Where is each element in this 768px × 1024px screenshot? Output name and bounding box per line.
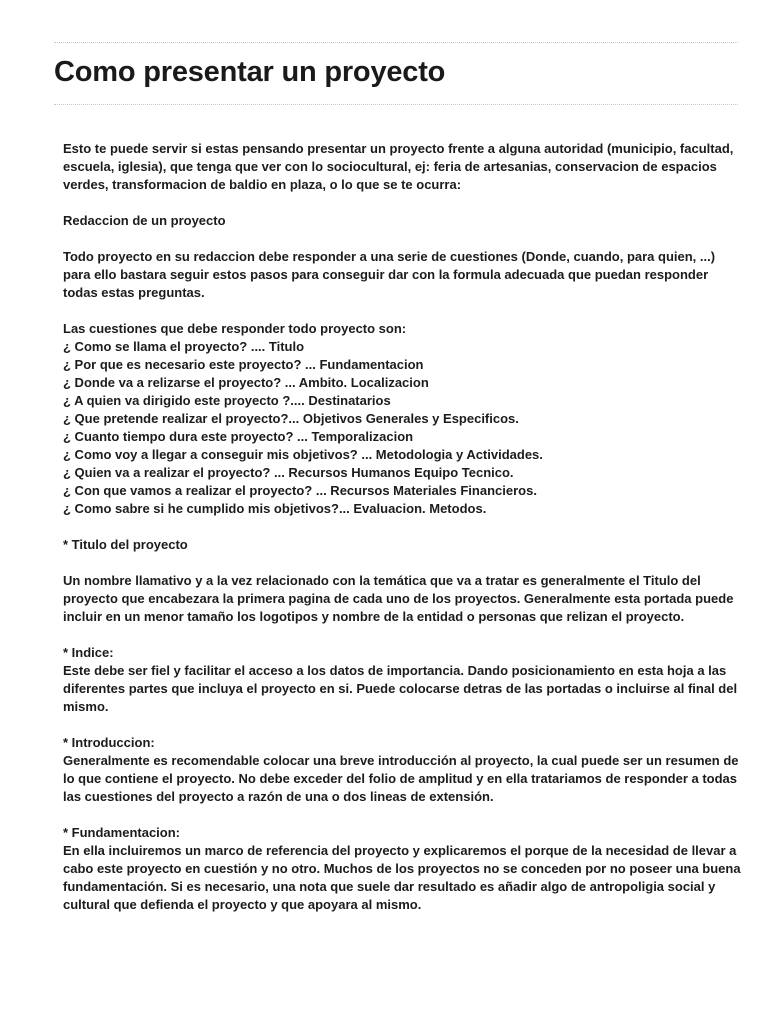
cuestiones-block xyxy=(63,320,743,518)
redaccion-paragraph: Todo proyecto en su redaccion debe responder a una serie de cuestiones (Donde, cuando, para quien, ...) para ello bastara seguir estos pasos para conseguir dar con la formula adecuada que puedan responder todas estas preguntas. xyxy=(63,249,716,300)
cuestion-item: ¿ Quien va a realizar el proyecto? ... Recursos Humanos Equipo Tecnico. xyxy=(63,465,514,480)
intro-paragraph: Esto te puede servir si estas pensando presentar un proyecto frente a alguna autoridad (municipio, facultad, escuela, iglesia), que tenga que ver con lo sociocultural, ej: feria de artesanias, conservacion de espacios verdes, transformacion de baldio en plaza, o lo que se te ocurra: xyxy=(63,141,734,192)
cuestion-item: ¿ Que pretende realizar el proyecto?... Objetivos Generales y Especificos. xyxy=(63,411,519,426)
title-divider xyxy=(54,104,738,105)
indice-section xyxy=(63,644,743,716)
cuestion-item: ¿ Como sabre si he cumplido mis objetivos?... Evaluacion. Metodos. xyxy=(63,501,487,516)
document-body xyxy=(63,140,743,932)
fundamentacion-heading: * Fundamentacion: xyxy=(63,825,181,840)
cuestion-item: ¿ Donde va a relizarse el proyecto? ... Ambito. Localizacion xyxy=(63,375,429,390)
cuestion-item: ¿ Como voy a llegar a conseguir mis objetivos? ... Metodologia y Actividades. xyxy=(63,447,543,462)
top-divider xyxy=(54,42,738,43)
cuestion-item: ¿ Como se llama el proyecto? .... Titulo xyxy=(63,339,305,354)
cuestion-item: ¿ Cuanto tiempo dura este proyecto? ... Temporalizacion xyxy=(63,429,414,444)
titulo-heading: * Titulo del proyecto xyxy=(63,537,188,552)
indice-heading: * Indice: xyxy=(63,645,114,660)
indice-paragraph: Este debe ser fiel y facilitar el acceso a los datos de importancia. Dando posicionamiento en esta hoja a las diferentes partes que incluya el proyecto en si. Puede colocarse detras de las portadas o incluirse al final del mismo. xyxy=(63,663,738,714)
titulo-paragraph: Un nombre llamativo y a la vez relacionado con la temática que va a tratar es generalmente el Titulo del proyecto que encabezara la primera pagina de cada uno de los proyectos. Generalmente esta portada puede incluir en un menor tamaño los logotipos y nombre de la entidad o personas que relizan el proyecto. xyxy=(63,573,734,624)
cuestiones-intro: Las cuestiones que debe responder todo proyecto son: xyxy=(63,321,407,336)
page-title: Como presentar un proyecto xyxy=(54,56,446,88)
introduccion-heading: * Introduccion: xyxy=(63,735,155,750)
cuestion-item: ¿ Por que es necesario este proyecto? ... Fundamentacion xyxy=(63,357,424,372)
introduccion-paragraph: Generalmente es recomendable colocar una breve introducción al proyecto, la cual puede ser un resumen de lo que contiene el proyecto. No debe exceder del folio de amplitud y en ella tratariamos de responder a todas las cuestiones del proyecto a razón de una o dos lineas de extensión. xyxy=(63,753,739,804)
cuestion-item: ¿ Con que vamos a realizar el proyecto? ... Recursos Materiales Financieros. xyxy=(63,483,537,498)
fundamentacion-paragraph: En ella incluiremos un marco de referencia del proyecto y explicaremos el porque de la necesidad de llevar a cabo este proyecto en cuestión y no otro. Muchos de los proyectos no se conceden por no poseer una buena fundamentación. Si es necesario, una nota que suele dar resultado es añadir algo de antropoligia social y cultural que defienda el proyecto y que apoyara al mismo. xyxy=(63,843,741,912)
redaccion-heading: Redaccion de un proyecto xyxy=(63,213,226,228)
fundamentacion-section xyxy=(63,824,743,914)
cuestion-item: ¿ A quien va dirigido este proyecto ?.... Destinatarios xyxy=(63,393,391,408)
introduccion-section xyxy=(63,734,743,806)
